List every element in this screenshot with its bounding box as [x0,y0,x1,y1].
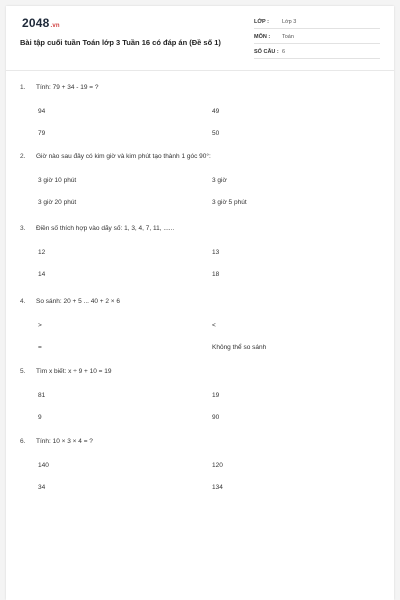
answer-option-c[interactable]: 34 [38,484,46,491]
answer-option-a[interactable]: 94 [38,108,46,115]
answer-option-b[interactable]: 13 [212,249,220,256]
answer-option-c[interactable]: 9 [38,414,42,421]
worksheet-header [6,6,394,66]
worksheet-page [6,6,394,600]
logo-text: 2048 [22,16,50,30]
meta-count-label: SỐ CÂU : [254,49,279,55]
answer-option-b[interactable]: 49 [212,108,220,115]
answer-option-c[interactable]: 79 [38,130,46,137]
answer-option-c[interactable]: 3 giờ 20 phút [38,199,77,206]
answer-option-b[interactable]: 120 [212,462,223,469]
question-number: 3. [20,225,26,232]
answer-option-b[interactable]: < [212,322,216,329]
answer-option-d[interactable]: 90 [212,414,220,421]
site-logo[interactable] [22,16,60,30]
worksheet-title: Bài tập cuối tuần Toán lớp 3 Tuần 16 có đáp án (Đề số 1) [20,38,221,47]
meta-grade [254,16,380,29]
answer-option-d[interactable]: 18 [212,271,220,278]
meta-subject [254,31,380,44]
meta-count-value: 6 [282,49,286,55]
meta-grade-label: LỚP : [254,19,269,25]
meta-grade-value: Lớp 3 [282,19,297,25]
question-number: 2. [20,153,26,160]
answer-option-a[interactable]: 81 [38,392,46,399]
header-divider [6,70,394,71]
question-text: Tính: 79 + 34 - 19 = ? [36,84,99,91]
answer-option-b[interactable]: 3 giờ [212,177,227,184]
question-number: 4. [20,298,26,305]
answer-option-a[interactable]: 3 giờ 10 phút [38,177,77,184]
answer-option-c[interactable]: = [38,344,42,351]
question-text: Điền số thích hợp vào dãy số: 1, 3, 4, 7, 11, ...... [36,225,175,232]
answer-option-b[interactable]: 19 [212,392,220,399]
question-number: 5. [20,368,26,375]
meta-subject-value: Toán [282,34,294,40]
answer-option-d[interactable]: 3 giờ 5 phút [212,199,247,206]
answer-option-d[interactable]: 134 [212,484,223,491]
answer-option-a[interactable]: 140 [38,462,49,469]
logo-tld: .vn [50,23,60,29]
question-number: 6. [20,438,26,445]
meta-subject-label: MÔN : [254,34,271,40]
answer-option-d[interactable]: 50 [212,130,220,137]
question-number: 1. [20,84,26,91]
answer-option-c[interactable]: 14 [38,271,46,278]
answer-option-d[interactable]: Không thể so sánh [212,344,267,351]
question-text: Tìm x biết: x ÷ 9 + 10 = 19 [36,368,112,375]
question-text: Tính: 10 × 3 × 4 = ? [36,438,93,445]
meta-question-count [254,46,380,59]
question-text: So sánh: 20 + 5 ... 40 + 2 × 6 [36,298,121,305]
answer-option-a[interactable]: 12 [38,249,46,256]
answer-option-a[interactable]: > [38,322,42,329]
question-text: Giờ nào sau đây có kim giờ và kim phút tạo thành 1 góc 90°: [36,153,211,160]
